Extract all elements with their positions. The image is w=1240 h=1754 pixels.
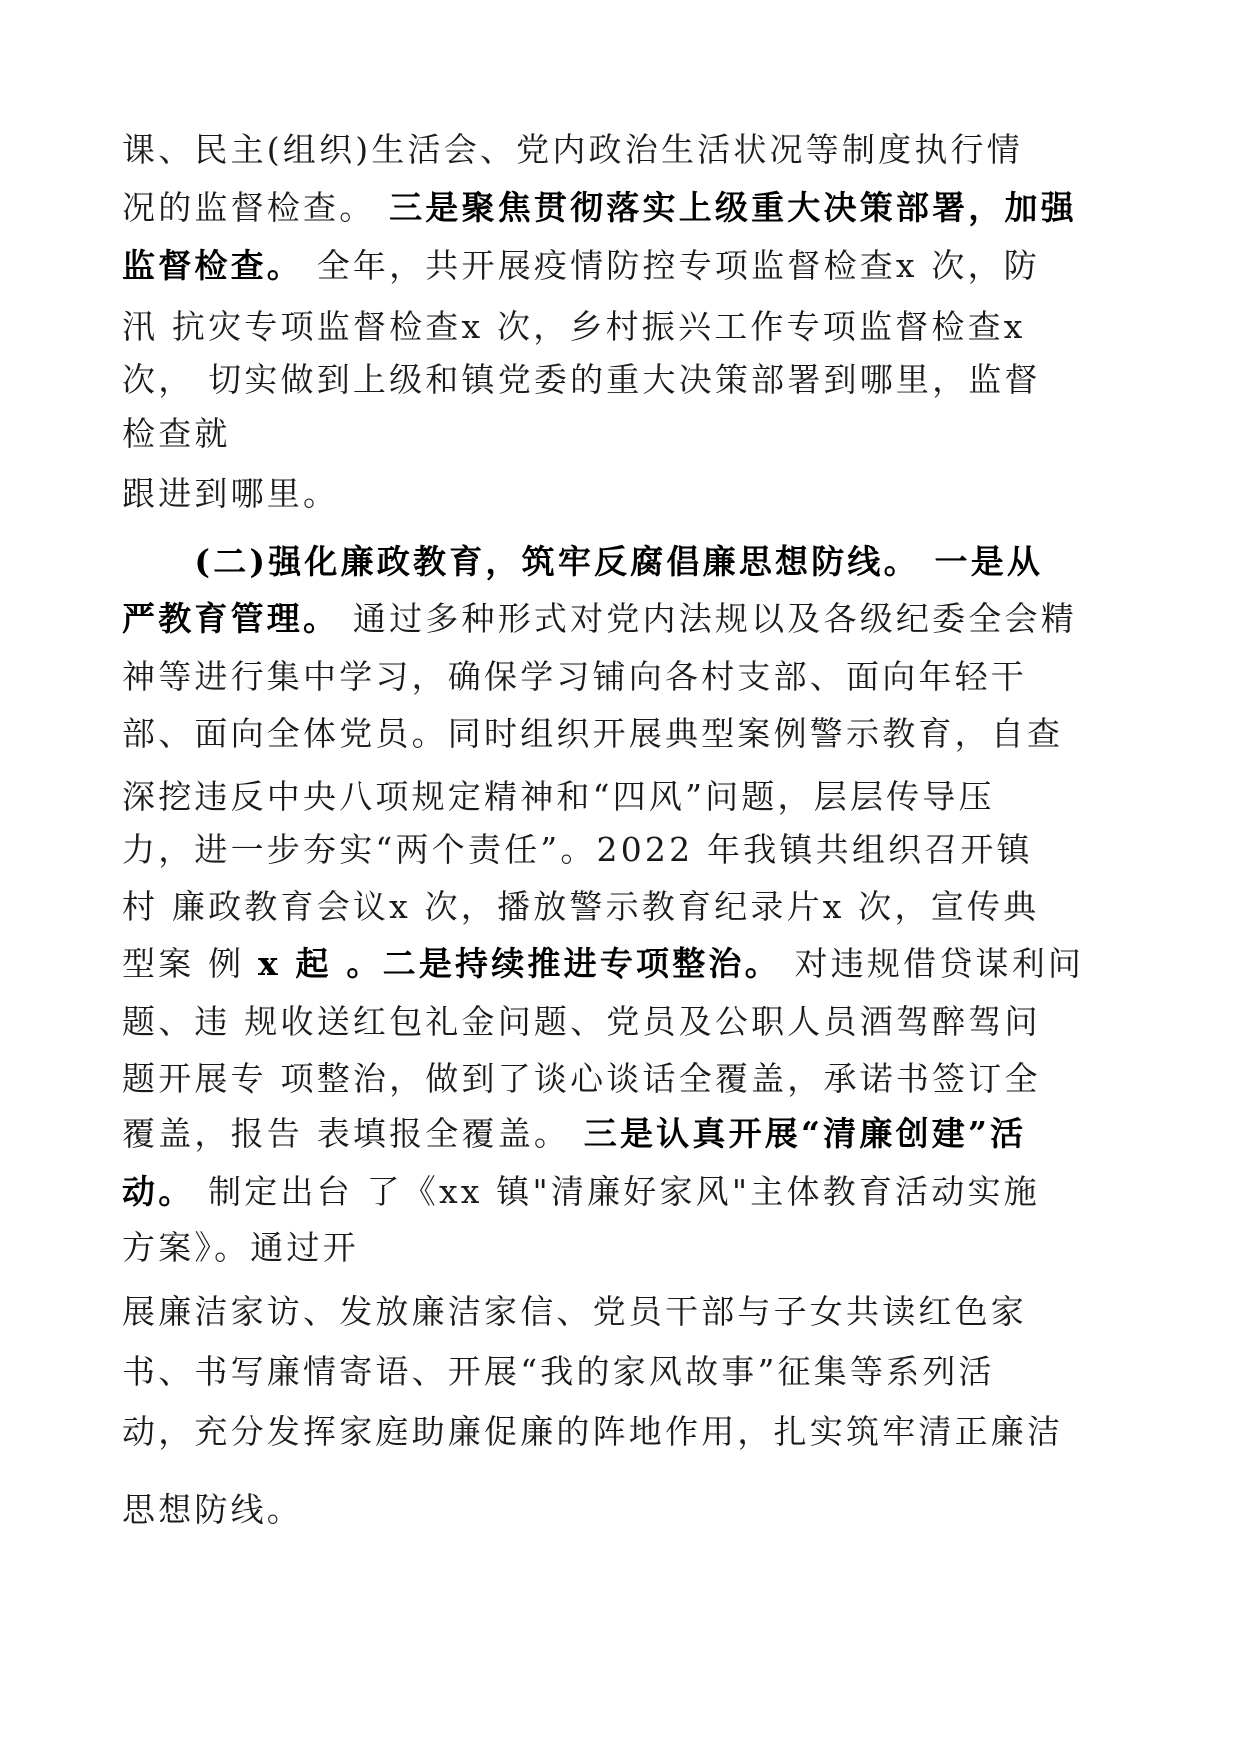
- body-text: 展廉洁家访、发放廉洁家信、党员干部与子女共读红色家: [122, 1292, 1027, 1331]
- text-line: [122, 1226, 359, 1270]
- body-text: 深挖违反中央八项规定精神和“四风”问题，层层传导压: [122, 777, 995, 816]
- text-line: [122, 828, 1033, 872]
- bold-text: 三是聚焦贯彻落实上级重大决策部署，加强: [389, 188, 1077, 227]
- body-text: 方案》。通过开: [122, 1228, 359, 1267]
- text-line: [122, 1000, 1041, 1044]
- body-text: 通过多种形式对党内法规以及各级纪委全会精: [339, 599, 1077, 638]
- text-line: [122, 1112, 1026, 1156]
- body-text: 况的监督检查。: [122, 188, 390, 227]
- text-line: [122, 305, 1026, 349]
- text-line: [122, 712, 1063, 756]
- body-text: 型案 例: [122, 944, 258, 983]
- text-line: [122, 1170, 1040, 1214]
- body-text: 对违规借贷谋利问: [780, 944, 1085, 983]
- body-text: 村 廉政教育会议x 次，播放警示教育纪录片x 次，宣传典: [122, 887, 1040, 926]
- text-line: [122, 1488, 303, 1532]
- text-line: [122, 472, 339, 516]
- text-line: [122, 1057, 1041, 1101]
- text-line: [122, 597, 1077, 641]
- body-text: 检查就: [122, 414, 231, 453]
- body-text: 题开展专 项整治，做到了谈心谈话全覆盖，承诺书签订全: [122, 1059, 1041, 1098]
- text-line: [122, 942, 1084, 986]
- body-text: 部、面向全体党员。同时组织开展典型案例警示教育，自查: [122, 714, 1064, 753]
- body-text: 汛 抗灾专项监督检查x 次，乡村振兴工作专项监督检查x: [122, 307, 1026, 346]
- body-text: 书、书写廉情寄语、开展“我的家风故事”征集等系列活: [122, 1352, 995, 1391]
- body-text: 动，充分发挥家庭助廉促廉的阵地作用，扎实筑牢清正廉洁: [122, 1412, 1064, 1451]
- text-line: [122, 1290, 1027, 1334]
- body-text: 神等进行集中学习，确保学习铺向各村支部、面向年轻干: [122, 657, 1027, 696]
- body-text: 全年，共开展疫情防控专项监督检查x 次，防: [303, 246, 1040, 285]
- body-text: 次， 切实做到上级和镇党委的重大决策部署到哪里，监督: [122, 360, 1041, 399]
- text-line: [122, 540, 1043, 584]
- text-line: [122, 885, 1039, 929]
- text-line: [122, 128, 1023, 172]
- text-line: [122, 775, 995, 819]
- text-line: [122, 186, 1077, 230]
- text-line: [122, 1410, 1063, 1454]
- bold-text: 动。: [122, 1172, 195, 1211]
- body-text: 制定出台 了《xx 镇"清廉好家风"主体教育活动实施: [194, 1172, 1040, 1211]
- body-text: 题、违 规收送红包礼金问题、党员及公职人员酒驾醉驾问: [122, 1002, 1041, 1041]
- bold-text: 监督检查。: [122, 246, 303, 285]
- text-line: [122, 1350, 995, 1394]
- bold-text: x 起 。二是持续推进专项整治。: [257, 944, 781, 983]
- body-text: 跟进到哪里。: [122, 474, 340, 513]
- text-line: [122, 358, 1041, 402]
- bold-text: (二)强化廉政教育，筑牢反腐倡廉思想防线。 一是从: [122, 542, 1044, 581]
- body-text: 覆盖，报告 表填报全覆盖。: [122, 1114, 584, 1153]
- body-text: 力，进一步夯实“两个责任”。2022 年我镇共组织召开镇: [122, 830, 1033, 869]
- bold-text: 三是认真开展“清廉创建”活: [583, 1114, 1027, 1153]
- bold-text: 严教育管理。: [122, 599, 340, 638]
- text-line: [122, 412, 231, 456]
- text-line: [122, 244, 1040, 288]
- body-text: 课、民主(组织)生活会、党内政治生活状况等制度执行情: [122, 130, 1023, 169]
- text-line: [122, 655, 1027, 699]
- body-text: 思想防线。: [122, 1490, 303, 1529]
